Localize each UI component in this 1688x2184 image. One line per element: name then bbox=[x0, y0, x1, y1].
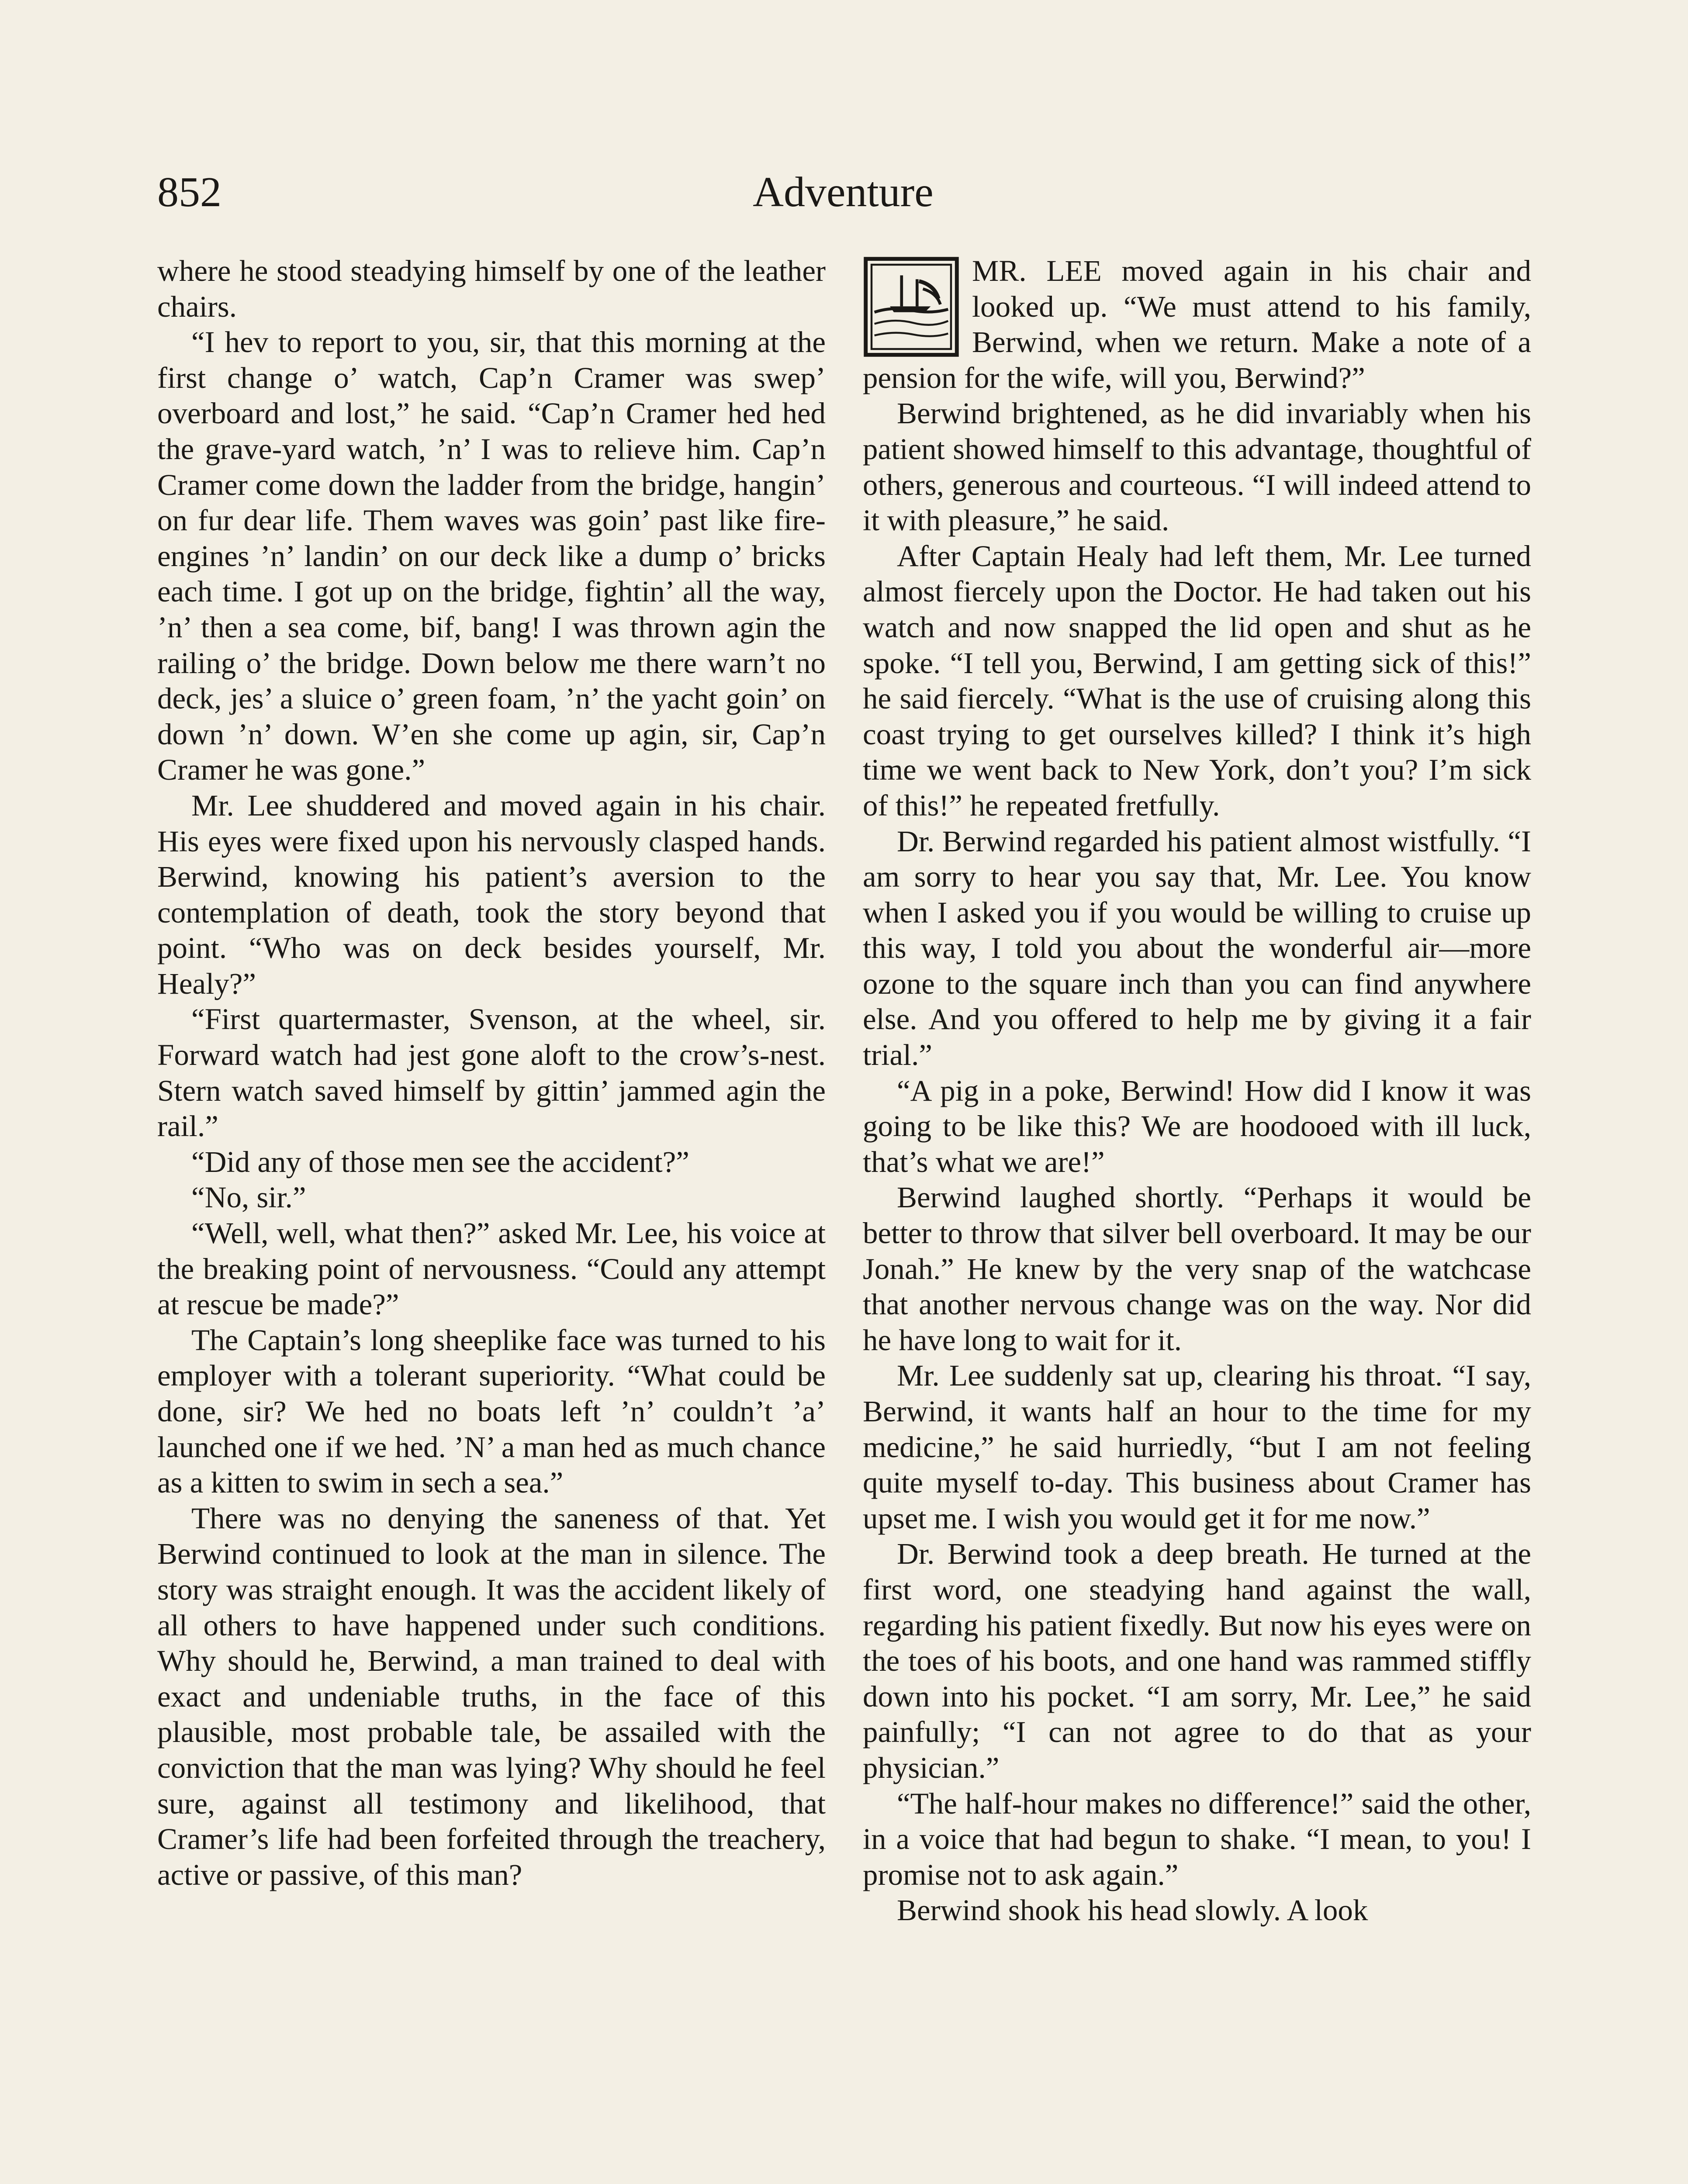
paragraph: Berwind brightened, as he did invariably when his patient showed himself to this advantage, thoughtful of others, generous and courteous. “I will indeed attend to it with pleasure,” he said. bbox=[863, 397, 1531, 537]
running-title: Adventure bbox=[753, 169, 934, 216]
paragraph: There was no denying the saneness of that. Yet Berwind continued to look at the man in silence. The story was straight enough. It was the accident likely of all others to have happened under such conditions. Why should he, Berwind, a man trained to deal with exact and undeniable truths, in the face of this plausible, most probable tale, be assailed with the conviction that the man was lying? Why should he feel sure, against all testimony and likelihood, that Cramer’s life had been forfeited through the treachery, active or passive, of this man? bbox=[157, 1501, 826, 1891]
paragraph: Berwind shook his head slowly. A look bbox=[897, 1894, 1368, 1927]
paragraph: “A pig in a poke, Berwind! How did I know it was going to be like this? We are hoodooed with ill luck, that’s what we are!” bbox=[863, 1074, 1531, 1178]
paragraph: Dr. Berwind regarded his patient almost wistfully. “I am sorry to hear you say that, Mr. Lee. You know when I asked you if you would be willing to cruise up this way, I told you about the wonderful air—more ozone to the square inch than you can find anywhere else. And you offered to help me by giving it a fair trial.” bbox=[863, 824, 1531, 1072]
paragraph: MR. LEE moved again in his chair and looked up. “We must attend to his family, Berwind, when we return. Make a note of a pension for the wife, will you, Berwind?” bbox=[863, 254, 1531, 394]
left-column bbox=[157, 253, 826, 1893]
paragraph: Berwind laughed shortly. “Perhaps it would be better to throw that silver bell overboard. It may be our Jonah.” He knew by the very snap of the watchcase that another nervous change was on the way. Nor did he have long to wait for it. bbox=[863, 1181, 1531, 1357]
paragraph: Mr. Lee suddenly sat up, clearing his throat. “I say, Berwind, it wants half an hour to the time for my medicine,” he said hurriedly, “but I am not feeling quite myself to-day. This business about Cramer has upset me. I wish you would get it for me now.” bbox=[863, 1359, 1531, 1535]
right-column bbox=[863, 253, 1531, 1928]
paragraph: Dr. Berwind took a deep breath. He turned at the first word, one steadying hand against the wall, regarding his patient fixedly. But now his eyes were on the toes of his boots, and one hand was rammed stiffly down into his pocket. “I am sorry, Mr. Lee,” he said painfully; “I can not agree to do that as your physician.” bbox=[863, 1537, 1531, 1784]
paragraph: “Did any of those men see the accident?” bbox=[191, 1145, 689, 1178]
paragraph: “I hev to report to you, sir, that this morning at the first change o’ watch, Cap’n Cramer was swep’ overboard and lost,” he said. “Cap’n Cramer hed hed the grave-yard watch, ’n’ I was to relieve him. Cap’n Cramer come down the ladder from the bridge, hangin’ on fur dear life. Them waves was goin’ past like fire-engines ’n’ landin’ on our deck like a dump o’ bricks each time. I got up on the bridge, fightin’ all the way, ’n’ then a sea come, bif, bang! I was thrown agin the railing o’ the bridge. Down below me there warn’t no deck, jes’ a sluice o’ green foam, ’n’ the yacht goin’ on down ’n’ down. W’en she come up agin, sir, Cap’n Cramer he was gone.” bbox=[157, 325, 826, 787]
paragraph: “No, sir.” bbox=[191, 1181, 306, 1214]
ship-vignette-icon bbox=[863, 256, 960, 358]
paragraph: “The half-hour makes no difference!” said the other, in a voice that had begun to shake. “I mean, to you! I promise not to ask again.” bbox=[863, 1787, 1531, 1891]
paragraph: “First quartermaster, Svenson, at the wheel, sir. Forward watch had jest gone aloft to the crow’s-nest. Stern watch saved himself by gittin’ jammed agin the rail.” bbox=[157, 1002, 826, 1143]
paragraph: After Captain Healy had left them, Mr. Lee turned almost fiercely upon the Doctor. He had taken out his watch and now snapped the lid open and shut as he spoke. “I tell you, Berwind, I am getting sick of this!” he said fiercely. “What is the use of cruising along this coast trying to get ourselves killed? I think it’s high time we went back to New York, don’t you? I’m sick of this!” he repeated fretfully. bbox=[863, 539, 1531, 822]
paragraph: The Captain’s long sheeplike face was turned to his employer with a tolerant superiority. “What could be done, sir? We hed no boats left ’n’ couldn’t ’a’ launched one if we hed. ’N’ a man hed as much chance as a kitten to swim in sech a sea.” bbox=[157, 1323, 826, 1500]
page-header bbox=[157, 166, 1529, 227]
page-number: 852 bbox=[157, 169, 221, 216]
paragraph: “Well, well, what then?” asked Mr. Lee, his voice at the breaking point of nervousness. “Could any attempt at rescue be made?” bbox=[157, 1216, 826, 1321]
paragraph: Mr. Lee shuddered and moved again in his chair. His eyes were fixed upon his nervously clasped hands. Berwind, knowing his patient’s aversion to the contemplation of death, took the story beyond that point. “Who was on deck besides yourself, Mr. Healy?” bbox=[157, 788, 826, 1000]
paragraph: where he stood steadying himself by one of the leather chairs. bbox=[157, 254, 826, 323]
